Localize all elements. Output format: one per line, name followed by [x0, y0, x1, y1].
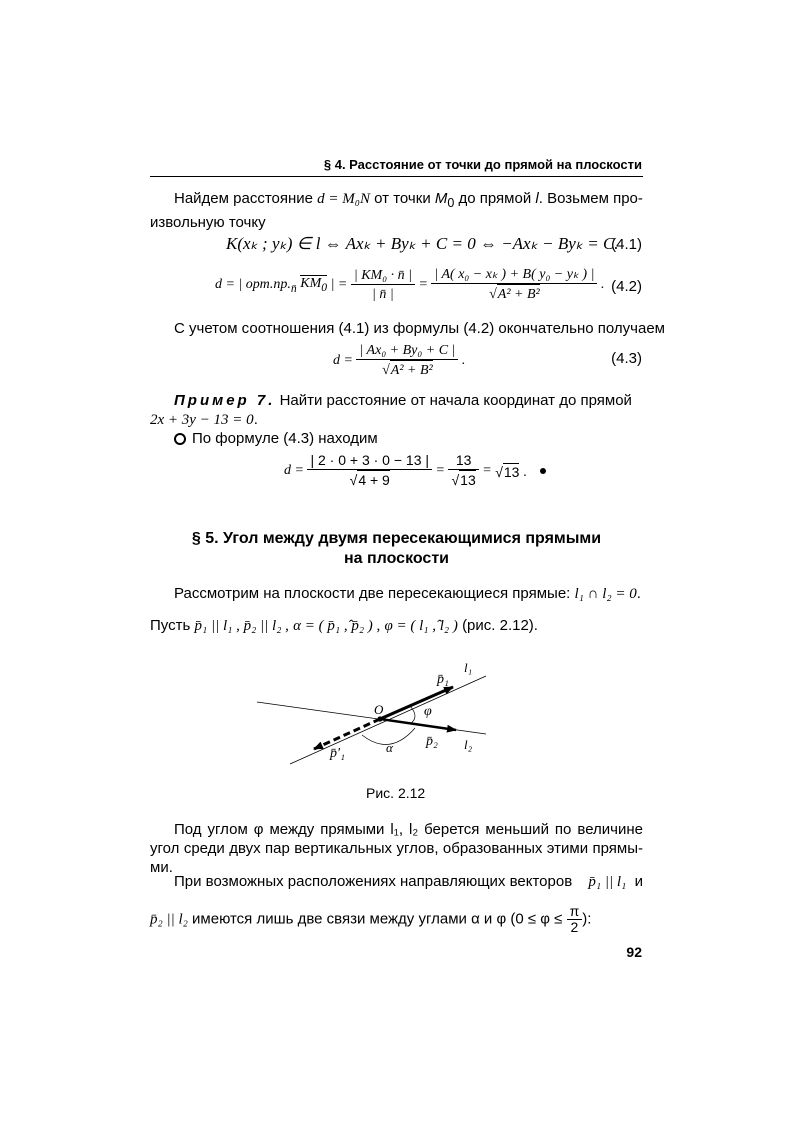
eq42-frac2-den: A² + B² — [497, 284, 540, 304]
sol-eq1: = — [435, 463, 445, 478]
p5-pi-over-2 — [567, 904, 583, 935]
p3-relations: p̄₁ || l₁ , p̄₂ || l₂ , — [194, 618, 289, 634]
equation-4-1: K(xₖ ; yₖ) ∈ l ⇔ Axₖ + Byₖ + C = 0 ⇔ −Axₖ − Byₖ = C. — [226, 234, 619, 253]
running-header: § 4. Расстояние от точки до прямой на плоскости — [323, 157, 642, 172]
eq43-end: . — [461, 353, 466, 368]
angle-phi-arc — [410, 706, 415, 724]
p5-text-a: При возможных расположениях направляющих векторов — [174, 873, 573, 890]
eq42-mid: | = — [330, 277, 348, 292]
equation-4-3 — [333, 342, 465, 380]
eq42-fraction-1 — [351, 267, 415, 304]
eq43-lhs: d = — [333, 353, 353, 368]
solution-equation: d = $\frac{| 2 \cdot 0 + 3 \cdot 0 - 13 |}{√4 + 9}$ = $\frac{13}{√13}$ = √13 . — [284, 452, 546, 490]
header-rule — [150, 176, 643, 177]
p1-distance-formula: d = M₀N — [317, 191, 370, 207]
p1-line-l: l — [535, 190, 539, 207]
label-l2: l₂ — [464, 737, 473, 752]
eq43-fraction: $\frac{\text{| Ax₀ + By₀ + C |}}{\text{√A² + B²}}$ — [356, 342, 458, 380]
p1-point-m: M — [434, 190, 448, 207]
eq42-frac2-num: | A( x₀ − xₖ ) + B( y₀ − yₖ ) | — [431, 266, 597, 284]
example-equation: 2x + 3y − 13 = 0 — [150, 412, 254, 428]
vector-p2 — [380, 719, 456, 730]
sol-eq2: = — [482, 463, 492, 478]
p5-pi: π — [567, 904, 583, 920]
p5-two: 2 — [570, 919, 579, 935]
sol-end: . — [522, 463, 527, 479]
eq42-fraction-2: $\frac{\text{| A( x₀ − xₖ ) + B( y₀ − yₖ ) |}}{\text{√A² + B²}}$ — [431, 266, 597, 304]
p3-text-a: Рассмотрим на плоскости две пересекающиеся прямые: — [174, 585, 571, 602]
page-number: 92 — [626, 944, 642, 960]
p1-text-b: от точки — [374, 190, 431, 207]
equation-4-2-number: (4.2) — [611, 278, 642, 295]
label-phi: φ — [424, 704, 432, 719]
p1-text-a: Найдем расстояние — [174, 190, 313, 207]
eq42-end: . — [600, 277, 605, 292]
solution-intro-text: По формуле (4.3) находим — [192, 430, 378, 447]
eq42-equals: = — [418, 277, 428, 292]
p1-point-m-sub: 0 — [447, 196, 455, 210]
example-text: Найти расстояние от начала координат до прямой — [279, 392, 632, 409]
solution-intro — [174, 429, 378, 448]
eq42-lhs: d = | орт.пр. — [215, 277, 291, 292]
point-o — [377, 716, 382, 721]
sol-fraction-1: $\frac{| 2 \cdot 0 + 3 \cdot 0 - 13 |}{√4 + 9}$ — [307, 452, 432, 490]
p5-and: и — [634, 873, 643, 890]
eq43-num: | Ax₀ + By₀ + C | — [356, 342, 458, 360]
solution-end-icon — [540, 468, 546, 474]
label-alpha: α — [386, 740, 393, 755]
sol-lhs: d = — [284, 463, 304, 478]
p1-line2: извольную точку — [150, 214, 266, 231]
p5-relation-2: p̄₂ || l₂ — [150, 911, 188, 928]
example-end: . — [253, 411, 258, 428]
section-5-title — [150, 529, 643, 569]
eq42-frac1-den: | n̄ | — [372, 286, 394, 302]
vector-p1-prime — [314, 719, 380, 749]
figure-2-12 — [250, 655, 500, 770]
label-p2: p̄₂ — [426, 734, 438, 749]
paragraph-2: С учетом соотношения (4.1) из формулы (4.2) окончательно получаем — [174, 320, 665, 337]
sol-num: | 2 · 0 + 3 · 0 − 13 | — [307, 452, 432, 470]
equation-4-2 — [215, 266, 604, 304]
sol-fraction-2: $\frac{13}{√13}$ — [448, 452, 478, 490]
paragraph-1 — [150, 189, 643, 232]
figure-caption: Рис. 2.12 — [366, 785, 426, 801]
eq42-vector — [300, 275, 328, 294]
label-o: O — [374, 702, 384, 717]
p5-text-b: имеются лишь две связи между углами α и φ (0 ≤ φ ≤ — [192, 910, 563, 928]
vector-p1 — [380, 687, 453, 719]
eq42-lhs-sub: n̄ — [290, 282, 297, 296]
p3-phi-def: φ = ( l₁ ,̂ l₂ ) — [384, 618, 458, 634]
paragraph-5 — [150, 872, 643, 935]
p1-text-d: . Возьмем про- — [538, 190, 643, 207]
p5-text-c: ): — [582, 910, 592, 928]
sol-den2: 13 — [460, 472, 476, 488]
p3-figure-ref: (рис. 2.12). — [462, 617, 538, 634]
label-l1: l₁ — [464, 660, 473, 675]
p5-relation-1: p̄₁ || l₁ — [588, 874, 627, 890]
eq43-den: A² + B² — [390, 360, 433, 380]
p3-text-b: Пусть — [150, 617, 191, 634]
example-7 — [150, 391, 643, 430]
sol-num2: 13 — [448, 452, 478, 470]
section-5-line1: § 5. Угол между двумя пересекающимися прямыми — [191, 530, 602, 547]
label-p1: p̄₁ — [437, 672, 449, 687]
example-label: Пример 7. — [174, 392, 276, 409]
sol-result: 13 — [503, 463, 520, 480]
paragraph-4: Под углом φ между прямыми l₁, l₂ берется меньший по величине угол среди двух пар вертикальных углов, образованных этими прямы-ми. — [150, 821, 643, 876]
label-p1-prime: p̄′₁ — [330, 746, 345, 761]
paragraph-3 — [150, 584, 643, 636]
solution-start-icon — [174, 433, 186, 445]
eq42-frac1-num: | KM₀ · n̄ | — [351, 267, 415, 285]
equation-4-3-number: (4.3) — [611, 350, 642, 367]
p3-equation: l₁ ∩ l₂ = 0 — [574, 586, 637, 602]
eq42-vector-label: KM — [300, 276, 322, 292]
p3-alpha-def: α = ( p̄₁ ,̂ p̄₂ ) , — [293, 618, 381, 634]
p1-text-c: до прямой — [458, 190, 532, 207]
equation-4-1-number: (4.1) — [611, 236, 642, 253]
eq42-vector-sub: 0 — [321, 280, 328, 294]
section-5-line2: на плоскости — [343, 550, 449, 567]
p3-end: . — [636, 585, 641, 602]
sol-den: 4 + 9 — [358, 472, 390, 488]
